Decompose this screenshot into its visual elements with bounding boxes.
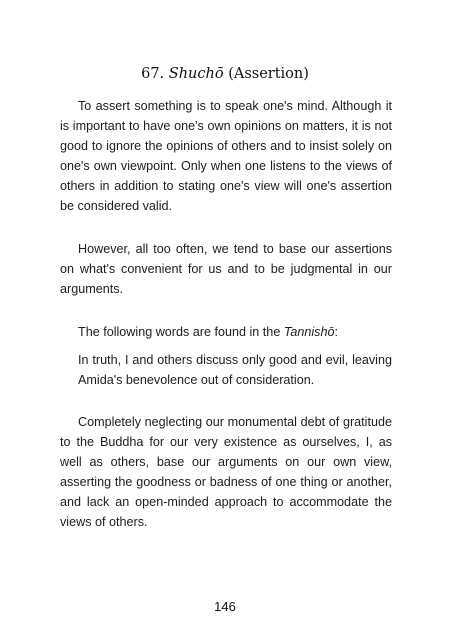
section-term: Shuchō (168, 66, 224, 82)
section-title (0, 66, 450, 82)
section-gloss: (Assertion) (228, 66, 309, 82)
block-quote: In truth, I and others discuss only good and evil, leaving Amida's benevolence out of consideration. (78, 353, 392, 387)
paragraph-4: Completely neglecting our monumental debt of gratitude to the Buddha for our very existence as ourselves, I, as well as others, base our arguments on our own view, asserting the goodness or badness of one thing or another, and lack an open-minded approach to accommodate the views of others. (60, 415, 392, 529)
page-number: 146 (214, 599, 236, 614)
paragraph-1: To assert something is to speak one's mind. Although it is important to have one's own opinions on matters, it is not good to ignore the opinions of others and to insist solely on one's own viewpoint. Only when one listens to the views of others in addition to stating one's view will one's assertion be considered valid. (60, 99, 392, 213)
paragraph-2: However, all too often, we tend to base our assertions on what's convenient for us and to be judgmental in our arguments. (60, 242, 392, 296)
paragraph-3-prefix: The following words are found in the (78, 325, 284, 339)
body-text (60, 96, 392, 532)
section-number: 67. (141, 66, 165, 82)
book-title: Tannishō (283, 325, 335, 339)
paragraph-3-suffix: : (334, 325, 338, 339)
paragraph-3 (60, 322, 392, 342)
